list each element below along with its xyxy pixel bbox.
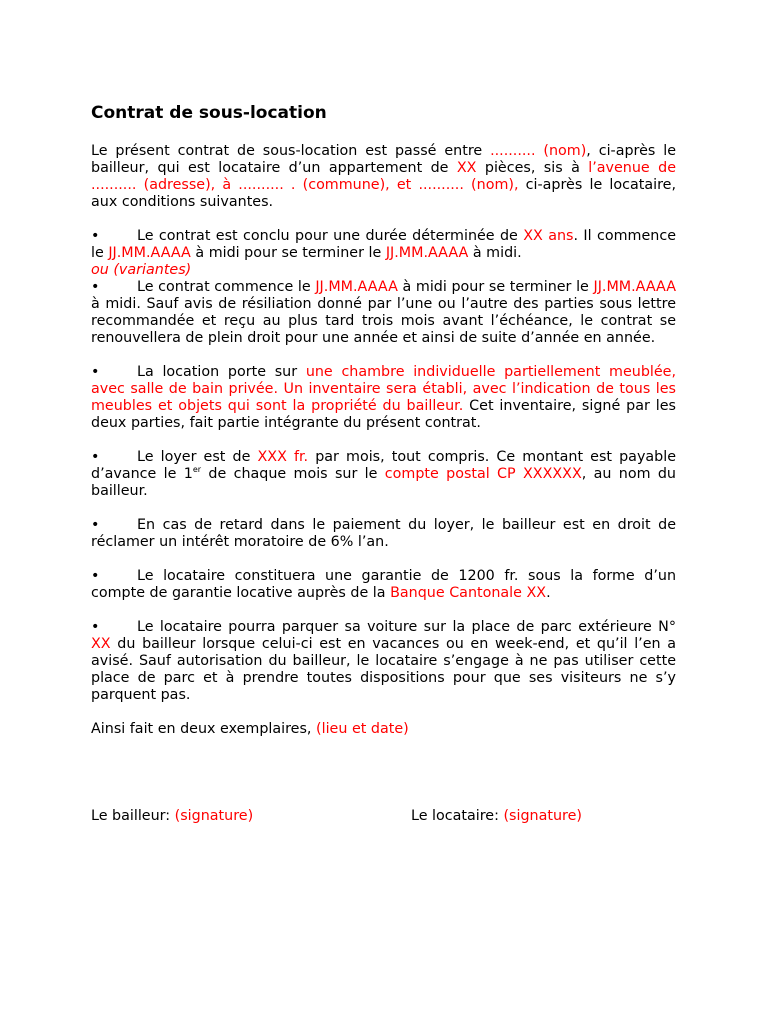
clause-text: Cet inventaire, signé par les deux parties, fait partie intégrante du présent contrat. (91, 398, 676, 431)
clause-text: . Il commence le (91, 228, 676, 261)
clause-text: , au nom du bailleur. (91, 466, 676, 499)
placeholder-start-date: JJ.MM.AAAA (315, 279, 398, 295)
clause-late-payment (91, 517, 676, 551)
landlord-signature (91, 808, 253, 825)
closing-line (91, 721, 676, 738)
placeholder-bank: Banque Cantonale XX (390, 585, 547, 601)
intro-text-2: , ci-après le bailleur, qui est locataire d’un appartement de (91, 143, 676, 176)
clause-text: de chaque mois sur le (201, 466, 385, 482)
bullet-icon: • (91, 517, 100, 533)
bullet-icon: • (91, 279, 100, 295)
tenant-signature (411, 808, 582, 825)
landlord-signature-placeholder: (signature) (174, 808, 254, 824)
clause-text: Le contrat commence le (137, 279, 316, 295)
landlord-label: Le bailleur: (91, 808, 175, 824)
bullet-icon: • (91, 619, 100, 635)
document-body (91, 143, 676, 738)
placeholder-rent-amount: XXX fr. (257, 449, 309, 465)
ordinal-superscript: er (192, 465, 202, 475)
clause-text: . (546, 585, 551, 601)
placeholder-postal-account: compte postal CP XXXXXX (384, 466, 582, 482)
clause-text: par mois, tout compris. Ce montant est payable d’avance le 1 (91, 449, 677, 482)
placeholder-end-date: JJ.MM.AAAA (593, 279, 676, 295)
intro-text-1: Le présent contrat de sous-location est passé entre (91, 143, 491, 159)
tenant-label: Le locataire: (411, 808, 504, 824)
placeholder-start-date: JJ.MM.AAAA (108, 245, 191, 261)
intro-paragraph (91, 143, 676, 211)
clause-rent (91, 449, 676, 500)
clause-text: du bailleur lorsque celui-ci est en vacances ou en week-end, et qu’il l’en a avisé. Sauf autorisation du bailleur, le locataire s’engage à ne pas utiliser cette place de parc et à prendre toutes dispositions pour que ses visiteurs ne s’y parquent pas. (91, 636, 676, 703)
placeholder-room-count: XX (456, 160, 477, 176)
clause-text: à midi pour se terminer le (190, 245, 386, 261)
clause-text: En cas de retard dans le paiement du loyer, le bailleur est en droit de réclamer un intérêt moratoire de 6% l’an. (91, 517, 676, 550)
intro-text-3: pièces, sis à (476, 160, 589, 176)
placeholder-address: l’avenue de .......... (adresse), à .......... . (commune), et .......... (nom), (91, 160, 676, 193)
variant-label: ou (variantes) (91, 262, 192, 278)
placeholder-landlord-name: .......... (nom) (490, 143, 587, 159)
placeholder-duration: XX ans (523, 228, 574, 244)
clause-text: à midi. (468, 245, 522, 261)
placeholder-room-description: une chambre individuelle partiellement meublée, avec salle de bain privée. Un inventaire sera établi, avec l’indication de tous les meubles et objets qui sont la propriété du bailleur. (91, 364, 677, 414)
document-title: Contrat de sous-location (91, 103, 327, 123)
clause-text: à midi pour se terminer le (397, 279, 594, 295)
placeholder-parking-number: XX (91, 636, 111, 652)
bullet-icon: • (91, 449, 100, 465)
clause-text: Le loyer est de (137, 449, 258, 465)
clause-premises (91, 364, 676, 432)
bullet-icon: • (91, 364, 100, 380)
closing-text: Ainsi fait en deux exemplaires, (91, 721, 317, 737)
bullet-icon: • (91, 568, 100, 584)
tenant-signature-placeholder: (signature) (503, 808, 582, 824)
clause-text: Le locataire constituera une garantie de 1200 fr. sous la forme d’un compte de garantie locative auprès de la (91, 568, 676, 601)
clause-parking (91, 619, 676, 704)
clause-duration (91, 228, 676, 262)
intro-text-4: ci-après le locataire, aux conditions suivantes. (91, 177, 676, 210)
clause-text: Le contrat est conclu pour une durée déterminée de (137, 228, 524, 244)
placeholder-end-date: JJ.MM.AAAA (385, 245, 469, 261)
clause-text: à midi. Sauf avis de résiliation donné par l’une ou l’autre des parties sous lettre recommandée et reçu au plus tard trois mois avant l’échéance, le contrat se renouvellera de plein droit pour une année et ainsi de suite d’année en année. (91, 296, 676, 346)
clause-duration-variant (91, 279, 676, 347)
bullet-icon: • (91, 228, 100, 244)
clause-text: Le locataire pourra parquer sa voiture sur la place de parc extérieure N° (137, 619, 676, 635)
clause-deposit (91, 568, 676, 602)
placeholder-place-date: (lieu et date) (316, 721, 409, 737)
clause-text: La location porte sur (137, 364, 306, 380)
